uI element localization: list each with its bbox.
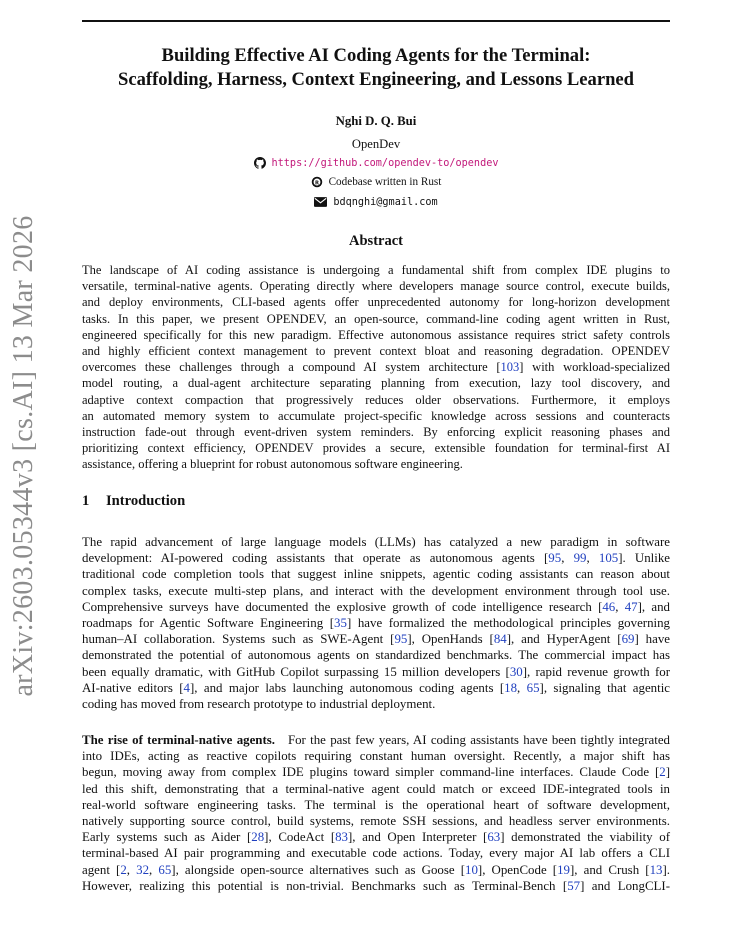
abstract-line: overcomes these challenges through a compound AI system architecture [103] with workload-specialized	[82, 360, 670, 375]
rise-line: led this shift, demonstrating that a terminal-native agent could match or exceed IDE-integrated tools in	[82, 781, 670, 796]
section-title: Introduction	[106, 493, 186, 509]
intro-line: traditional code completion tools that suggest inline snippets, agentic coding assistants can reason about	[82, 567, 670, 582]
rise-line-text: For the past few years, AI coding assistants have been tightly integrated	[287, 733, 671, 747]
citation-link[interactable]: 35	[334, 616, 347, 631]
email-address[interactable]: bdqnghi@gmail.com	[333, 196, 438, 208]
arxiv-sidebar	[0, 215, 48, 697]
abstract-line: an automated memory system to accumulate project-specific knowledge across sessions and counteracts	[82, 408, 670, 423]
rise-line-first	[82, 732, 670, 748]
section-heading	[82, 493, 185, 510]
citation-link[interactable]: 47	[624, 599, 638, 614]
citation-link[interactable]: 65	[158, 862, 172, 877]
citation-link[interactable]: 30	[509, 664, 523, 679]
citation-link[interactable]: 69	[621, 632, 635, 647]
citation-link[interactable]: 83	[335, 830, 348, 845]
abstract-line: versatile, terminal-native agents. Operating directly where developers manage source control, execute builds,	[82, 279, 670, 294]
intro-line: demonstrated the potential of autonomous agents on standardized benchmarks. The commercial impact has	[82, 648, 670, 663]
intro-line: human–AI collaboration. Systems such as SWE-Agent [95], OpenHands [84], and HyperAgent [69] have	[82, 632, 670, 647]
citation-link[interactable]: 105	[598, 551, 619, 566]
abstract-line: and highly efficient context management to prevent context bloat and reasoning degradation. OPENDEV	[82, 344, 670, 359]
rise-line: natively supporting source control, build systems, remote SSH sessions, and headless server environments.	[82, 814, 670, 829]
intro-line: been equally dramatic, with GitHub Copilot surpassing 15 million developers [30], rapid revenue growth for	[82, 664, 670, 679]
citation-link[interactable]: 46	[602, 599, 616, 614]
citation-link[interactable]: 84	[493, 632, 507, 647]
abstract-line: instruction fade-out through event-driven system reminders. By enforcing explicit reasoning phases and	[82, 425, 670, 440]
rise-line: real-world software engineering tasks. The terminal is the operational heart of software development,	[82, 797, 670, 812]
intro-line: development: AI-powered coding assistants that operate as autonomous agents [95, 99, 105]. Unlike	[82, 551, 671, 566]
github-icon	[254, 157, 266, 169]
citation-link[interactable]: 10	[465, 862, 478, 877]
author-name: Nghi D. Q. Bui	[335, 114, 417, 128]
citation-link[interactable]: 65	[526, 680, 540, 695]
intro-line: coding has moved from research prototype to industrial deployment.	[82, 697, 436, 712]
citation-link[interactable]: 28	[251, 830, 265, 845]
email-row	[82, 196, 670, 211]
rise-line: into IDEs, acting as reactive copilots requiring constant human oversight. Recently, a major shift has	[82, 749, 670, 764]
citation-link[interactable]: 57	[567, 878, 581, 893]
abstract-line: model routing, a dual-agent architecture separating planning from execution, lazy tool discovery, and	[82, 376, 670, 391]
citation-link[interactable]: 4	[183, 680, 190, 695]
codebase-note-row	[82, 176, 670, 191]
citation-link[interactable]: 95	[394, 632, 408, 647]
rust-icon	[311, 176, 323, 188]
citation-link[interactable]: 99	[573, 551, 587, 566]
citation-link[interactable]: 32	[136, 862, 150, 877]
citation-link[interactable]: 18	[504, 680, 518, 695]
paper-title	[82, 44, 670, 92]
codebase-note: Codebase written in Rust	[328, 176, 442, 188]
arxiv-identifier[interactable]: arXiv:2603.05344v3 [cs.AI] 13 Mar 2026	[8, 215, 39, 697]
citation-link[interactable]: 95	[548, 551, 562, 566]
citation-link[interactable]: 19	[557, 862, 570, 877]
citation-link[interactable]: 103	[500, 360, 520, 375]
svg-text:R: R	[314, 180, 319, 187]
citation-link[interactable]: 2	[120, 862, 127, 877]
citation-link[interactable]: 2	[659, 765, 666, 780]
repo-url-link[interactable]: https://github.com/opendev-to/opendev	[271, 157, 499, 169]
intro-line: roadmaps for Agentic Software Engineering [35] have formalized the methodological principles governing	[82, 616, 670, 631]
citation-link[interactable]: 63	[487, 830, 501, 845]
abstract-heading: Abstract	[349, 233, 403, 249]
repo-link-row	[82, 157, 670, 173]
intro-line: Comprehensive surveys have documented the explosive growth of code intelligence research [46, 47], and	[82, 599, 670, 614]
abstract-line: tasks. In this paper, we present OPENDEV, an open-source, command-line coding agent written in Rust,	[82, 311, 670, 326]
abstract-line: assistance, offering a blueprint for robust autonomous software engineering.	[82, 457, 463, 472]
title-line: Building Effective AI Coding Agents for the Terminal:	[161, 45, 591, 66]
title-line: Scaffolding, Harness, Context Engineering, and Lessons Learned	[117, 69, 635, 90]
citation-link[interactable]: 13	[649, 862, 663, 877]
section-number: 1	[82, 493, 90, 509]
abstract-body	[82, 262, 670, 473]
paragraph-heading: The rise of terminal-native agents.	[82, 733, 276, 747]
abstract-line: The landscape of AI coding assistance is undergoing a fundamental shift from complex IDE plugins to	[82, 263, 670, 277]
intro-line: The rapid advancement of large language models (LLMs) has catalyzed a new paradigm in software	[82, 535, 670, 549]
mail-icon	[314, 197, 327, 207]
top-rule	[82, 20, 670, 22]
terminal-agents-paragraph	[82, 732, 670, 894]
rise-line: However, realizing this potential is non-trivial. Benchmarks such as Terminal-Bench [57] and LongCLI-	[82, 878, 671, 893]
rise-line: terminal-based AI pair programming and executable code actions. Today, every major AI lab offers a CLI	[82, 846, 670, 861]
abstract-line: prioritizing context efficiency, OPENDEV provides a secure, extensible foundation for terminal-first AI	[82, 441, 670, 456]
rise-line: Early systems such as Aider [28], CodeAct [83], and Open Interpreter [63] demonstrated the viability of	[82, 830, 670, 845]
intro-line: complex tasks, execute multi-step plans, and interact with the development environment through tool use.	[82, 583, 670, 598]
rise-line: agent [2, 32, 65], alongside open-source alternatives such as Goose [10], OpenCode [19], and Crush [13].	[82, 862, 670, 877]
abstract-line: engineered specifically for this new paradigm. Effective autonomous assistance requires strict safety controls	[82, 327, 670, 342]
rise-line: begun, moving away from complex IDE plugins toward simpler command-line interfaces. Claude Code [2]	[82, 765, 670, 780]
intro-line: AI-native editors [4], and major labs launching autonomous coding agents [18, 65], signaling that agentic	[82, 680, 670, 695]
intro-paragraph	[82, 534, 670, 712]
abstract-line: adaptive context compaction that progressively reduces older observations. Furthermore, it employs	[82, 392, 670, 407]
affiliation: OpenDev	[351, 137, 401, 151]
abstract-line: and deploy environments, CLI-based agents offer unprecedented autonomy for long-horizon development	[82, 295, 670, 310]
